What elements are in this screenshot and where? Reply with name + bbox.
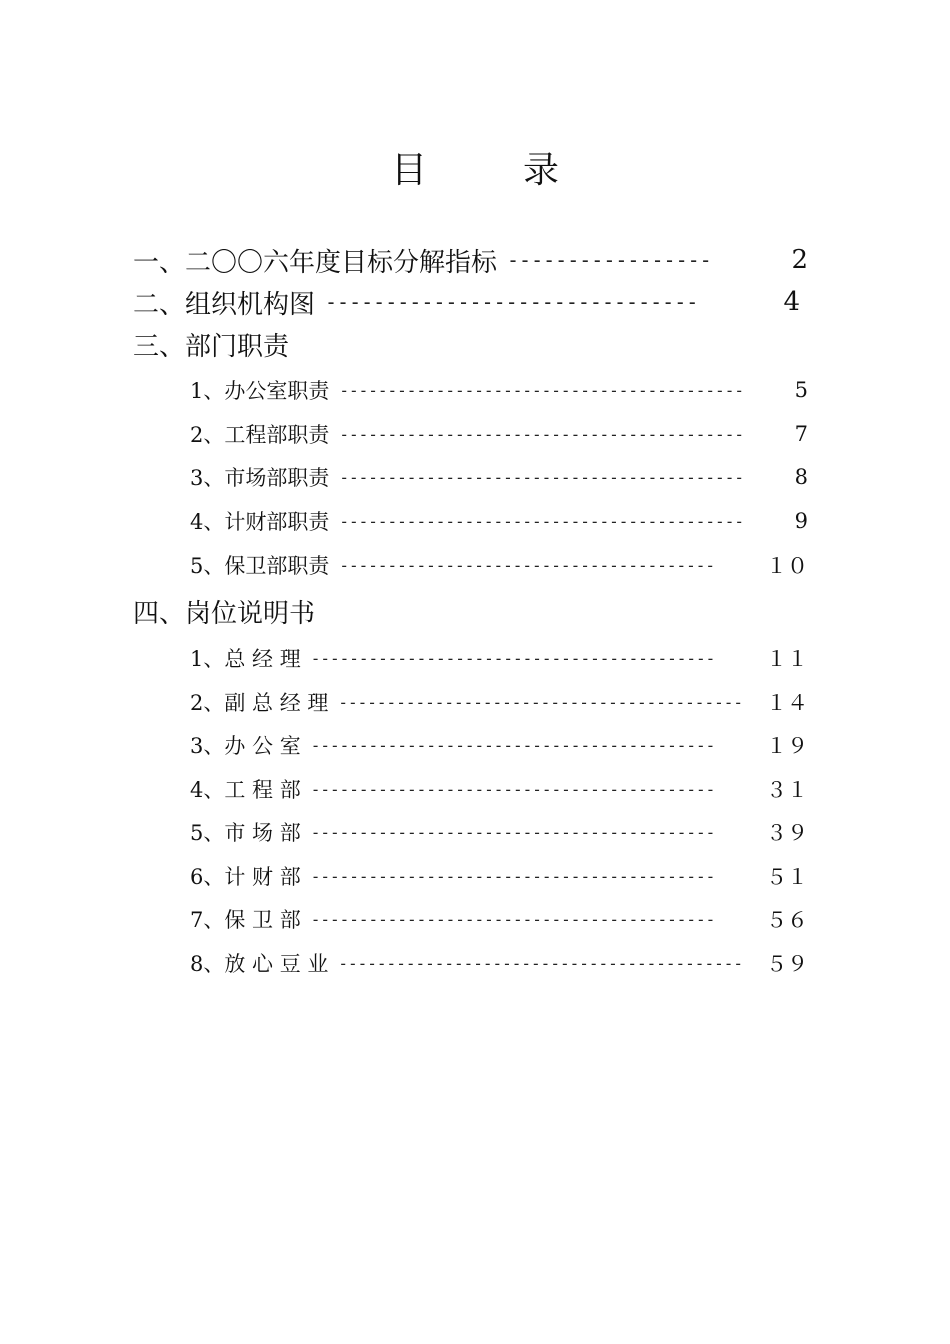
toc-leader: ------------------------------------------ (310, 822, 716, 842)
toc-entry-label: 8、放 心 豆 业 (190, 952, 329, 976)
toc-page-number: 7 (794, 422, 808, 446)
toc-section-heading (133, 591, 315, 631)
toc-leader: ------------------------------------------ (310, 909, 716, 929)
toc-leader: ------------------------------------------ (338, 953, 743, 973)
toc-entry[interactable] (190, 728, 808, 762)
toc-page-number: ３１ (766, 778, 808, 802)
toc-entry[interactable] (190, 548, 808, 582)
toc-entry[interactable] (190, 815, 808, 849)
toc-page-number: １４ (766, 691, 808, 715)
toc-entry-label: 1、总 经 理 (190, 647, 301, 671)
toc-entry[interactable] (190, 373, 808, 407)
toc-entry[interactable] (190, 460, 808, 494)
toc-entry[interactable] (190, 504, 808, 538)
toc-page-number: １０ (766, 554, 808, 578)
toc-entry-label: 1、办公室职责 (190, 379, 330, 403)
toc-leader: ------------------------------------------ (338, 692, 743, 712)
toc-entry[interactable] (190, 946, 808, 980)
toc-entry-label: 5、保卫部职责 (190, 554, 330, 578)
toc-entry-label: 一、二〇〇六年度目标分解指标 (133, 247, 498, 278)
toc-entry-label: 6、计 财 部 (190, 865, 301, 889)
toc-entry[interactable] (190, 685, 808, 719)
toc-page-number: ５６ (766, 908, 808, 932)
toc-entry[interactable] (190, 417, 808, 451)
toc-entry-label: 5、市 场 部 (190, 821, 301, 845)
toc-leader: ------------------------------------------ (339, 380, 744, 400)
toc-leader: ------------------------------------------ (339, 511, 744, 531)
toc-entry-label: 二、组织机构图 (133, 289, 316, 320)
toc-leader: ------------------------------------------ (310, 735, 716, 755)
toc-entry-label: 4、工 程 部 (190, 778, 301, 802)
toc-entry-label: 7、保 卫 部 (190, 908, 301, 932)
toc-entry[interactable] (133, 282, 800, 322)
toc-page-number: ５９ (766, 952, 808, 976)
toc-entry[interactable] (133, 240, 808, 280)
toc-leader: ------------------------------- (325, 290, 699, 314)
toc-page-number: 4 (783, 287, 800, 317)
toc-entry-label: 三、部门职责 (133, 331, 290, 362)
toc-leader: ------------------------------------------ (310, 779, 716, 799)
toc-entry-label: 3、市场部职责 (190, 466, 330, 490)
toc-leader: ------------------------------------------ (339, 467, 744, 487)
toc-leader: ------------------------------------------ (310, 648, 716, 668)
toc-page-number: 2 (791, 245, 808, 275)
toc-page-number: ５１ (766, 865, 808, 889)
toc-page-number: 9 (794, 509, 808, 533)
toc-entry-label: 4、计财部职责 (190, 510, 330, 534)
toc-entry-label: 2、副 总 经 理 (190, 691, 329, 715)
toc-leader: ----------------- (507, 248, 712, 272)
toc-leader: --------------------------------------- (339, 555, 716, 575)
toc-leader: ------------------------------------------ (339, 424, 744, 444)
toc-entry-label: 四、岗位说明书 (133, 598, 316, 629)
toc-page-number: 5 (794, 378, 808, 402)
toc-page-number: １９ (766, 734, 808, 758)
toc-entry[interactable] (190, 641, 808, 675)
toc-page-number: １１ (766, 647, 808, 671)
page-title: 目 录 (390, 150, 589, 191)
toc-section-heading (133, 324, 289, 364)
toc-entry-label: 3、办 公 室 (190, 734, 301, 758)
toc-entry[interactable] (190, 902, 808, 936)
toc-entry[interactable] (190, 772, 808, 806)
toc-entry[interactable] (190, 859, 808, 893)
toc-entry-label: 2、工程部职责 (190, 423, 330, 447)
toc-page-number: ３９ (766, 821, 808, 845)
toc-page-number: 8 (794, 465, 808, 489)
toc-leader: ------------------------------------------ (310, 866, 716, 886)
